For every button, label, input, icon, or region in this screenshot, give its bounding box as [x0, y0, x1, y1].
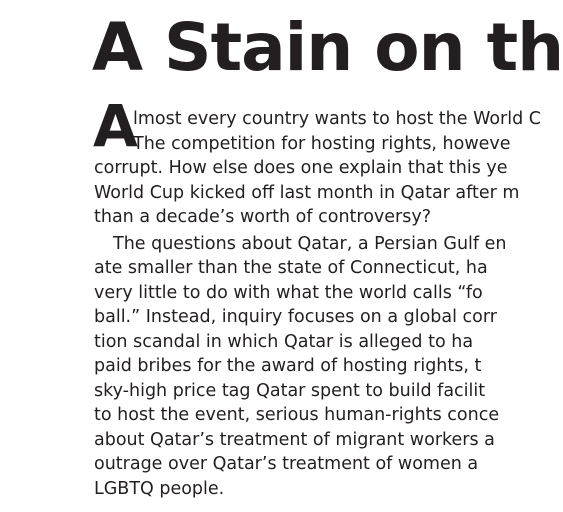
- body-line: to host the event, serious human-rights conce: [94, 405, 500, 425]
- body-line: than a decade’s worth of controversy?: [94, 207, 431, 227]
- body-line: outrage over Qatar’s treatment of women a: [94, 454, 479, 474]
- body-line: paid bribes for the award of hosting rights, t: [94, 356, 482, 376]
- drop-cap: A: [93, 92, 138, 160]
- body-line: tion scandal in which Qatar is alleged to ha: [94, 332, 474, 352]
- body-line: LGBTQ people.: [94, 479, 225, 499]
- body-line: ball.” Instead, inquiry focuses on a global corr: [94, 307, 497, 327]
- body-line: sky-high price tag Qatar spent to build facilit: [94, 381, 486, 401]
- body-line: World Cup kicked off last month in Qatar after m: [94, 183, 520, 203]
- body-line: corrupt. How else does one explain that this ye: [94, 158, 508, 178]
- body-line: very little to do with what the world calls “fo: [94, 283, 483, 303]
- body-line: The competition for hosting rights, howeve: [133, 134, 511, 154]
- body-line: lmost every country wants to host the World C: [133, 109, 542, 129]
- article-headline: A Stain on th: [92, 9, 563, 86]
- body-line: The questions about Qatar, a Persian Gulf en: [113, 234, 507, 254]
- body-line: about Qatar’s treatment of migrant workers a: [94, 430, 495, 450]
- body-line: ate smaller than the state of Connecticut, ha: [94, 258, 488, 278]
